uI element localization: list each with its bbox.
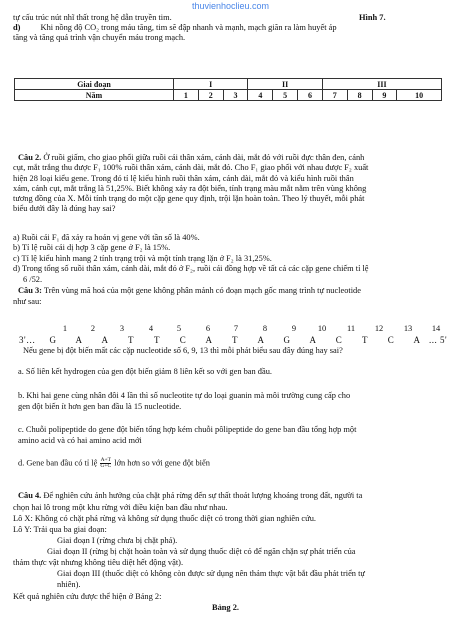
base: A [101, 335, 109, 345]
base: T [362, 335, 368, 345]
year-cell: 1 [174, 90, 199, 101]
position-number: 6 [205, 324, 211, 333]
q2-option-c: c) Tỉ lệ kiểu hình mang 2 tính trạng trội và một tính trạng lặn ở F₂ là 31,25%. [13, 254, 272, 263]
q4-line: Giai đoạn III (thuốc diệt cỏ không còn được sử dụng nên thảm thực vật bắt đầu phát triển tự [57, 569, 365, 578]
position-number: 5 [176, 324, 182, 333]
year-cell: 10 [397, 90, 442, 101]
q4-line: Giai đoạn I (rừng chưa bị chặt phá). [57, 536, 178, 545]
base: G [283, 335, 291, 345]
base: A [75, 335, 83, 345]
q2-line: tương đồng của X. Mỗi tính trạng do một cặp gene quy định, trội lặn hoàn toàn. Theo lý thuyết, mỗi phát [13, 194, 365, 203]
base: A [257, 335, 265, 345]
q4-line: thảm thực vật nhưng không tiêu diệt hết động vật). [13, 558, 184, 567]
year-cell: 8 [347, 90, 372, 101]
year-cell: 2 [198, 90, 223, 101]
q4-line: chọn hai lô trong một khu rừng với điều kiện ban đầu như nhau. [13, 503, 228, 512]
statement-d-text-1: Khi nồng độ CO₂ trong máu tăng, tim sẽ đập nhanh và mạnh, mạch giãn ra làm huyết áp [40, 23, 337, 32]
year-row [15, 90, 442, 101]
q3-d-before: d. Gene ban đầu có tỉ lệ [18, 458, 98, 468]
ratio-fraction [100, 458, 111, 469]
stage-table [14, 78, 442, 101]
q3-question: Nếu gene bị đột biến mất các cặp nucleotide số 6, 9, 13 thì mỗi phát biểu sau đây đúng hay sai? [23, 346, 343, 355]
base: T [154, 335, 160, 345]
stage-i: I [174, 79, 248, 90]
top-line-1-text: tự cấu trúc nút nhĩ thất trong hệ dẫn truyền tim. [13, 13, 172, 22]
year-header: Năm [15, 90, 174, 101]
top-line-1 [13, 13, 443, 23]
stage-iii: III [322, 79, 441, 90]
q2-option-a: a) Ruồi cái F₁ đã xảy ra hoán vị gene với tần số là 40%. [13, 233, 200, 242]
q4-line: Kết quả nghiên cứu được thể hiện ở Bảng 2: [13, 592, 162, 601]
nucleotide-sequence [19, 335, 449, 345]
fraction-numerator: A+T [100, 457, 111, 463]
statement-d-label: d) [13, 23, 21, 32]
statement-d-line-2: tăng và tăng quá trình vận chuyển máu trong mạch. [13, 33, 186, 42]
question-label: Câu 2. [18, 153, 42, 162]
nucleotide-positions [19, 324, 449, 334]
position-number: 14 [431, 324, 441, 333]
position-number: 10 [317, 324, 327, 333]
year-cell: 4 [248, 90, 273, 101]
q3-statement-a: a. Số liên kết hydrogen của gen đột biến giảm 8 liên kết so với gen ban đầu. [18, 367, 272, 376]
q4-line: Lô X: Không có chặt phá rừng và không sử dụng thuốc diệt cỏ trong thời gian nghiên cứu. [13, 514, 316, 523]
stage-row [15, 79, 442, 90]
year-cell: 9 [372, 90, 397, 101]
position-number: 7 [233, 324, 239, 333]
stage-header: Giai đoạn [15, 79, 174, 90]
q2-line: xám, cánh cụt, mắt trắng là 51,25%. Biết không xảy ra đột biến, tính trạng màu mắt nằm trên vùng không [13, 184, 367, 193]
base: C [179, 335, 187, 345]
base: T [232, 335, 238, 345]
position-number: 9 [291, 324, 297, 333]
position-number: 8 [262, 324, 268, 333]
q2-option-d: d) Trong tổng số ruồi thân xám, cánh dài, mắt đỏ ở F₂, ruồi cái đồng hợp về tất cả các cặp gene chiếm tỉ lệ [13, 264, 369, 273]
q4-line: nhiên). [57, 580, 81, 589]
position-number: 3 [119, 324, 125, 333]
base: G [49, 335, 57, 345]
base: C [335, 335, 343, 345]
question-label: Câu 4. [18, 491, 42, 500]
sequence-end: ... 5' [429, 335, 448, 345]
position-number: 13 [403, 324, 413, 333]
year-cell: 5 [273, 90, 298, 101]
q2-option-b: b) Tỉ lệ ruồi cái dị hợp 3 cặp gene ở F₂ là 15%. [13, 243, 171, 252]
q4-line: Câu 4. Để nghiên cứu ảnh hưởng của chặt phá rừng đến sự thất thoát lượng khoáng trong đất, người ta [18, 491, 363, 500]
q2-line: hiện 28 loại kiểu gene. Trong đó tỉ lệ kiểu hình ruồi thân xám, cánh dài, mắt đỏ và kiểu hình ruồi thân [13, 174, 354, 183]
question-label: Câu 3: [18, 286, 42, 295]
q4-line: Lô Y: Trải qua ba giai đoạn: [13, 525, 107, 534]
sequence-start: 3'… [19, 335, 36, 345]
position-number: 2 [90, 324, 96, 333]
q3-statement-c-1: c. Chuỗi polipeptide do gene đột biến tổng hợp kém chuỗi pôlipeptide do gene ban đầu tổng hợp một [18, 425, 357, 434]
year-cell: 3 [223, 90, 248, 101]
base: A [413, 335, 421, 345]
base: T [128, 335, 134, 345]
base: A [309, 335, 317, 345]
q3-line: như sau: [13, 297, 42, 306]
year-cell: 6 [298, 90, 323, 101]
q3-statement-d [18, 458, 210, 469]
figure-label: Hình 7. [359, 13, 386, 22]
stage-ii: II [248, 79, 322, 90]
q2-line: cụt, mắt trắng thu được F₁ 100% ruồi thân xám, cánh dài, mắt đỏ. Cho F₁ giao phối với nhau được F₂ xuất [13, 163, 369, 172]
q3-statement-b-1: b. Khi hai gene cùng nhân đôi 4 lần thì số nucleotite tự do loại guanin mà môi trường cung cấp cho [18, 391, 351, 400]
year-cell: 7 [322, 90, 347, 101]
q3-statement-c-2: amino acid và có hai amino acid mới [18, 436, 142, 445]
position-number: 4 [148, 324, 154, 333]
position-number: 11 [346, 324, 356, 333]
q2-line: biểu dưới đây là đúng hay sai? [13, 204, 116, 213]
table-2-caption: Bảng 2. [212, 603, 239, 612]
q3-statement-b-2: gen đột biến ít hơn gen ban đầu là 15 nucleotide. [18, 402, 182, 411]
q3-line: Câu 3: Trên vùng mã hoá của một gene không phân mảnh có đoạn mạch gốc mang trình tự nucleotide [18, 286, 361, 295]
q2-option-d-cont: 6 /52. [23, 275, 43, 284]
fraction-denominator: G+C [100, 463, 112, 469]
position-number: 1 [62, 324, 68, 333]
base: C [387, 335, 395, 345]
statement-d-line-1 [13, 23, 337, 33]
q2-line: Câu 2. Ở ruồi giấm, cho giao phối giữa ruồi cái thân xám, cánh dài, mắt đỏ với ruồi đực thân đen, cánh [18, 153, 365, 162]
position-number: 12 [374, 324, 384, 333]
watermark: thuvienhoclieu.com [191, 1, 270, 11]
q4-line: Giai đoạn II (rừng bị chặt hoàn toàn và sử dụng thuốc diệt cỏ để ngăn chặn sự phát triển của [47, 547, 356, 556]
base: A [205, 335, 213, 345]
q3-d-after: lớn hơn so với gene đột biến [114, 458, 210, 468]
